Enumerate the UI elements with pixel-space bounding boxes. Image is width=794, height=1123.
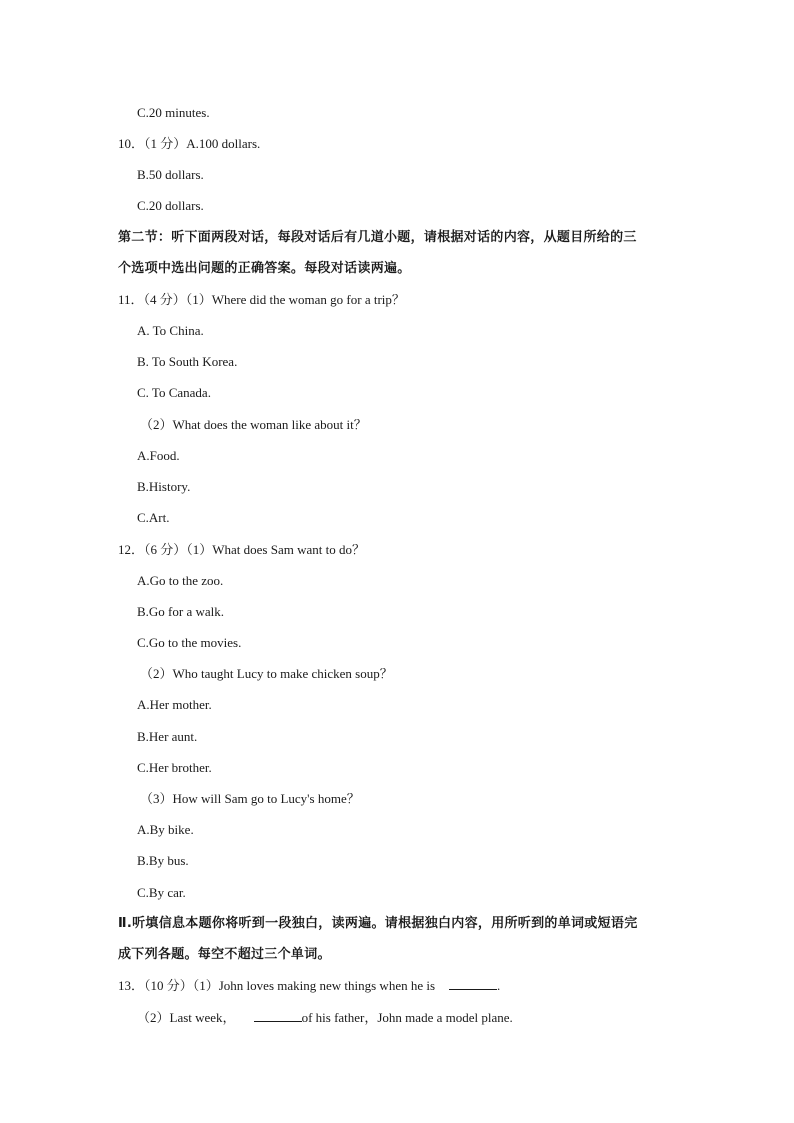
q12-sub1-option-a: A.Go to the zoo. — [137, 573, 224, 588]
q12-sub1-option-b: B.Go for a walk. — [137, 604, 225, 619]
q13-sub2-text-before: （2）Last week， — [137, 1010, 236, 1025]
q13-sub2 — [137, 1009, 513, 1027]
q13-sub2-text-after: of his father，John made a model plane. — [301, 1010, 513, 1025]
q12-sub3-stem: （3）How will Sam go to Lucy's home？ — [140, 791, 360, 806]
q13-sub1-text-after: . — [497, 978, 501, 993]
q12-sub3-option-c: C.By car. — [137, 885, 186, 900]
q10-option-c: C.20 dollars. — [137, 198, 204, 213]
q12-sub3-option-b: B.By bus. — [137, 853, 189, 868]
q12-sub2-option-b: B.Her aunt. — [137, 729, 198, 744]
partII-instruction-line1: Ⅱ.听填信息本题你将听到一段独白，读两遍。请根据独白内容，用所听到的单词或短语完 — [118, 916, 638, 931]
q11-sub2-option-b: B.History. — [137, 479, 191, 494]
q11-sub2-stem: （2）What does the woman like about it？ — [140, 417, 367, 432]
partII-instruction-line2: 成下列各题。每空不超过三个单词。 — [118, 947, 331, 962]
q12-sub2-option-a: A.Her mother. — [137, 697, 212, 712]
q12-sub2-option-c: C.Her brother. — [137, 760, 212, 775]
q11-sub2-option-a: A.Food. — [137, 448, 180, 463]
q11-sub1-option-b: B. To South Korea. — [137, 354, 238, 369]
q10-stem-option-a: 10．（1 分）A.100 dollars. — [118, 136, 261, 151]
q13-sub1-answer-blank[interactable] — [449, 977, 497, 990]
q13-sub1 — [118, 977, 500, 995]
q12-sub2-stem: （2）Who taught Lucy to make chicken soup？ — [140, 666, 393, 681]
q12-sub1-option-c: C.Go to the movies. — [137, 635, 242, 650]
q12-sub1-stem: 12．（6 分）（1）What does Sam want to do？ — [118, 542, 365, 557]
section2-instruction-line2: 个选项中选出问题的正确答案。每段对话读两遍。 — [118, 261, 411, 276]
q12-sub3-option-a: A.By bike. — [137, 822, 194, 837]
q11-sub2-option-c: C.Art. — [137, 510, 170, 525]
q11-sub1-option-c: C. To Canada. — [137, 385, 211, 400]
q11-sub1-stem: 11．（4 分）（1）Where did the woman go for a trip？ — [118, 292, 405, 307]
q13-sub1-text-before: 13．（10 分）（1）John loves making new things when he is — [118, 978, 436, 993]
q11-sub1-option-a: A. To China. — [137, 323, 204, 338]
q13-sub2-answer-blank[interactable] — [254, 1009, 302, 1022]
q9-option-c: C.20 minutes. — [137, 105, 210, 120]
section2-instruction-line1: 第二节：听下面两段对话，每段对话后有几道小题，请根据对话的内容，从题目所给的三 — [118, 230, 637, 245]
q10-option-b: B.50 dollars. — [137, 167, 204, 182]
